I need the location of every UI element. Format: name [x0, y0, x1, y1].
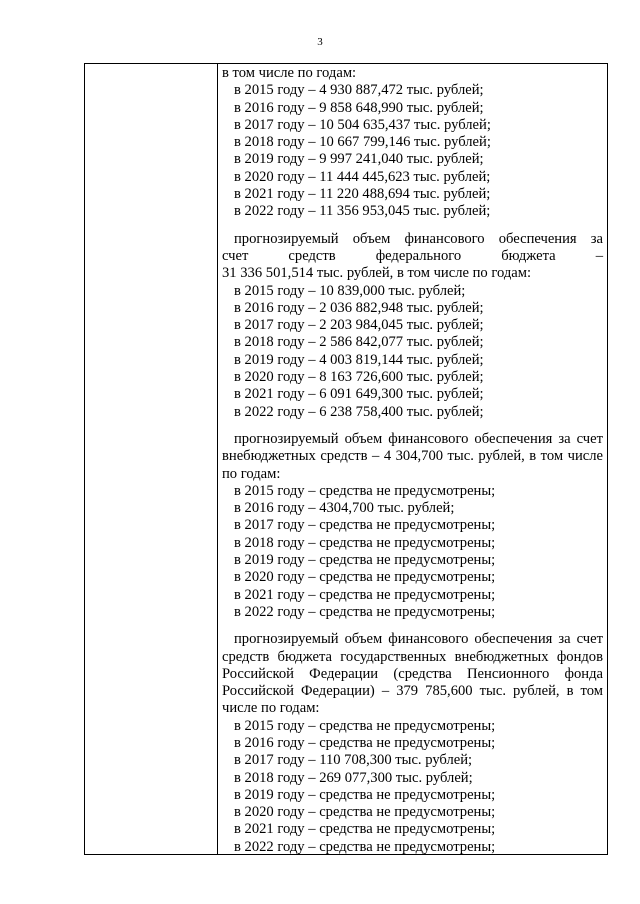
year-line: в 2022 году – средства не предусмотрены;: [234, 838, 496, 855]
word: –: [595, 247, 603, 264]
year-line: в 2020 году – средства не предусмотрены;: [234, 804, 496, 821]
year-line: в 2017 году – средства не предусмотрены;: [234, 517, 496, 534]
extrabudget-paragraph: [222, 431, 603, 621]
year-line: в 2017 году – 2 203 984,045 тыс. рублей;: [234, 317, 484, 334]
year-line: в 2019 году – средства не предусмотрены;: [234, 552, 496, 569]
year-line: в 2015 году – средства не предусмотрены;: [234, 482, 496, 499]
word: бюджета: [501, 247, 556, 264]
year-line: в 2015 году – 10 839,000 тыс. рублей;: [234, 282, 466, 299]
year-line: в 2021 году – средства не предусмотрены;: [234, 586, 496, 603]
year-line: в 2020 году – 11 444 445,623 тыс. рублей;: [234, 168, 491, 185]
word: за: [590, 230, 603, 247]
word: счет: [222, 247, 249, 264]
year-line: в 2019 году – 9 997 241,040 тыс. рублей;: [234, 151, 484, 168]
year-line: в 2019 году – средства не предусмотрены;: [234, 786, 496, 803]
year-line: в 2018 году – 269 077,300 тыс. рублей;: [234, 769, 473, 786]
column-divider: [217, 64, 218, 854]
year-line: в 2022 году – 11 356 953,045 тыс. рублей;: [234, 203, 491, 220]
years-block-1: [222, 82, 603, 220]
year-line: в 2015 году – средства не предусмотрены;: [234, 717, 496, 734]
federal-budget-paragraph: [222, 231, 603, 421]
document-table: [84, 63, 608, 855]
table-content-cell: [222, 65, 603, 856]
word: финансового: [404, 230, 485, 247]
year-line: в 2022 году – 6 238 758,400 тыс. рублей;: [234, 403, 484, 420]
word: средств: [288, 247, 336, 264]
year-line: в 2021 году – 6 091 649,300 тыс. рублей;: [234, 386, 484, 403]
year-line: в 2017 году – 110 708,300 тыс. рублей;: [234, 752, 473, 769]
year-line: в 2017 году – 10 504 635,437 тыс. рублей;: [234, 116, 491, 133]
year-line: в 2021 году – средства не предусмотрены;: [234, 821, 496, 838]
word: обеспечения: [498, 230, 577, 247]
year-line: в 2015 году – 4 930 887,472 тыс. рублей;: [234, 82, 484, 99]
pension-text: прогнозируемый объем финансового обеспечения за счет средств бюджета государственных внебюджетных фондов Российской Федерации (средства Пенсионного фонда Российской Федерации) – 379 785,600 тыс. рублей, в том числе по годам:: [222, 631, 603, 717]
year-line: в 2021 году – 11 220 488,694 тыс. рублей;: [234, 186, 491, 203]
year-line: в 2016 году – средства не предусмотрены;: [234, 734, 496, 751]
year-line: в 2018 году – 10 667 799,146 тыс. рублей;: [234, 134, 491, 151]
year-line: в 2020 году – 8 163 726,600 тыс. рублей;: [234, 369, 484, 386]
word: объем: [352, 230, 391, 247]
year-line: в 2018 году – 2 586 842,077 тыс. рублей;: [234, 334, 484, 351]
year-line: в 2016 году – 9 858 648,990 тыс. рублей;: [234, 99, 484, 116]
word: федерального: [375, 247, 462, 264]
year-line: в 2022 году – средства не предусмотрены;: [234, 603, 496, 620]
year-line: в 2016 году – 4304,700 тыс. рублей;: [234, 500, 455, 517]
year-line: в 2019 году – 4 003 819,144 тыс. рублей;: [234, 351, 484, 368]
year-line: в 2018 году – средства не предусмотрены;: [234, 534, 496, 551]
federal-line-2: [222, 248, 603, 265]
extrabudget-text: прогнозируемый объем финансового обеспечения за счет внебюджетных средств – 4 304,700 тыс. рублей, в том числе по годам:: [222, 430, 603, 482]
page-number: 3: [317, 36, 323, 48]
federal-line-1: [222, 231, 603, 248]
year-line: в 2020 году – средства не предусмотрены;: [234, 569, 496, 586]
year-line: в 2016 году – 2 036 882,948 тыс. рублей;: [234, 299, 484, 316]
pension-fund-paragraph: [222, 631, 603, 856]
intro-line: в том числе по годам:: [222, 65, 357, 81]
word: прогнозируемый: [234, 230, 339, 247]
federal-line-3: 31 336 501,514 тыс. рублей, в том числе по годам:: [222, 265, 532, 282]
